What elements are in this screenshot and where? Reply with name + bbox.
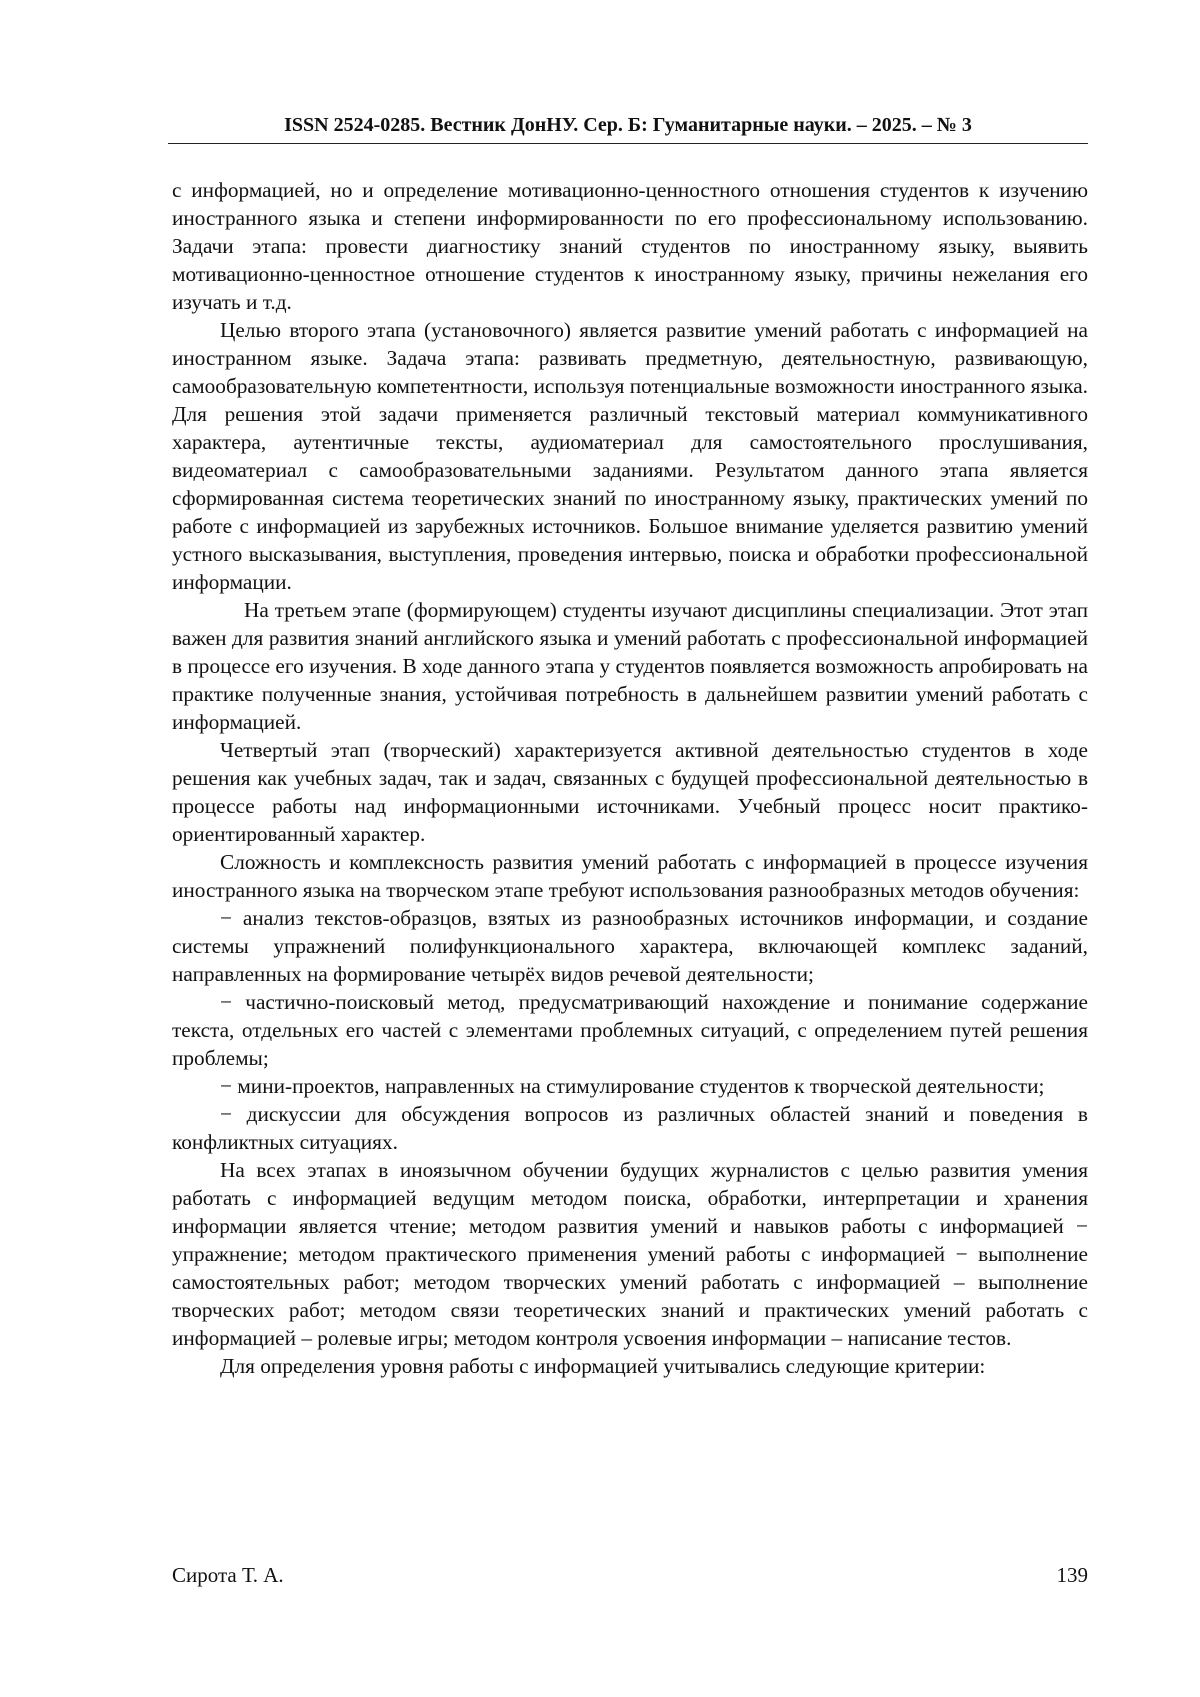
paragraph-fourth-stage: Четвертый этап (творческий) характеризуется активной деятельностью студентов в ходе решения как учебных задач, так и задач, связанных с будущей профессиональной деятельностью в процессе работы над информационными источниками. Учебный процесс носит практико-ориентированный характер. bbox=[172, 738, 1088, 846]
paragraph-second-stage: Целью второго этапа (установочного) является развитие умений работать с информацией на иностранном языке. Задача этапа: развивать предметную, деятельностную, развивающую, самообразовательную компетентности, используя потенциальные возможности иностранного языка. Для решения этой задачи применяется различный текстовый материал коммуникативного характера, аутентичные тексты, аудиоматериал для самостоятельного прослушивания, видеоматериал с самообразовательными заданиями. Результатом данного этапа является сформированная система теоретических знаний по иностранному языку, практических умений по работе с информацией из зарубежных источников. Большое внимание уделяется развитию умений устного высказывания, выступления, проведения интервью, поиска и обработки профессиональной информации. bbox=[172, 318, 1088, 594]
list-item-text-analysis: − анализ текстов-образцов, взятых из разнообразных источников информации, и создание системы упражнений полифункционального характера, включающей комплекс заданий, направленных на формирование четырёх видов речевой деятельности; bbox=[172, 906, 1088, 986]
page-number: 139 bbox=[1056, 1563, 1088, 1587]
paragraph-methods-intro: Сложность и комплексность развития умений работать с информацией в процессе изучения иностранного языка на творческом этапе требуют использования разнообразных методов обучения: bbox=[172, 850, 1088, 902]
list-item-discussions: − дискуссии для обсуждения вопросов из различных областей знаний и поведения в конфликтных ситуациях. bbox=[172, 1102, 1088, 1154]
paragraph-continuation: с информацией, но и определение мотивационно-ценностного отношения студентов к изучению иностранного языка и степени информированности по его профессиональному использованию. Задачи этапа: провести диагностику знаний студентов по иностранному языку, выявить мотивационно-ценностное отношение студентов к иностранному языку, причины нежелания его изучать и т.д. bbox=[172, 178, 1088, 314]
running-header: ISSN 2524-0285. Вестник ДонНУ. Сер. Б: Гуманитарные науки. – 2025. – № 3 bbox=[168, 112, 1088, 144]
list-item-mini-projects: − мини-проектов, направленных на стимулирование студентов к творческой деятельности; bbox=[220, 1074, 1045, 1098]
list-item-search-method: − частично-поисковый метод, предусматривающий нахождение и понимание содержание текста, отдельных его частей с элементами проблемных ситуаций, с определением путей решения проблемы; bbox=[172, 990, 1088, 1070]
paragraph-criteria-intro: Для определения уровня работы с информацией учитывались следующие критерии: bbox=[220, 1354, 986, 1378]
paragraph-all-stages: На всех этапах в иноязычном обучении будущих журналистов с целью развития умения работать с информацией ведущим методом поиска, обработки, интерпретации и хранения информации является чтение; методом развития умений и навыков работы с информацией − упражнение; методом практического применения умений работы с информацией − выполнение самостоятельных работ; методом творческих умений работать с информацией – выполнение творческих работ; методом связи теоретических знаний и практических умений работать с информацией – ролевые игры; методом контроля усвоения информации – написание тестов. bbox=[172, 1158, 1088, 1350]
footer-author: Сирота Т. А. bbox=[172, 1563, 284, 1587]
paragraph-third-stage: На третьем этапе (формирующем) студенты изучают дисциплины специализации. Этот этап важен для развития знаний английского языка и умений работать с профессиональной информацией в процессе его изучения. В ходе данного этапа у студентов появляется возможность апробировать на практике полученные знания, устойчивая потребность в дальнейшем развитии умений работать с информацией. bbox=[172, 598, 1088, 734]
article-body bbox=[172, 176, 1088, 1380]
